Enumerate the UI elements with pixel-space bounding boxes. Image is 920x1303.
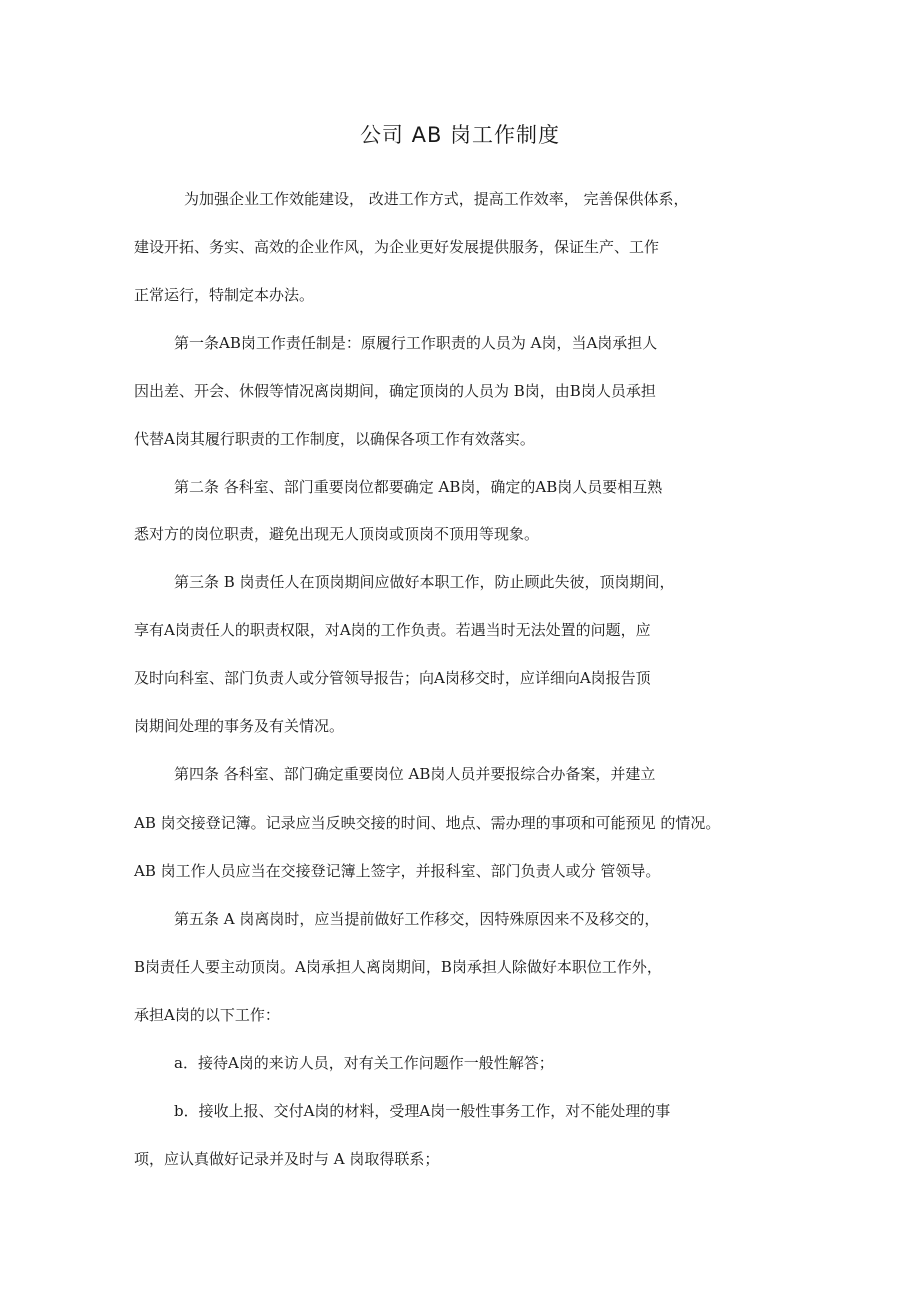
document-title: 公司 AB 岗工作制度	[359, 123, 561, 147]
text-line: 因出差、开会、休假等情况离岗期间，确定顶岗的人员为 B岗，由B岗人员承担	[134, 382, 656, 400]
text-line: a．接待A岗的来访人员，对有关工作问题作一般性解答；	[174, 1054, 554, 1072]
text-line: 第五条 A 岗离岗时，应当提前做好工作移交，因特殊原因来不及移交的，	[174, 910, 660, 928]
text-line: AB 岗交接登记簿。记录应当反映交接的时间、地点、需办理的事项和可能预见 的情况。	[134, 814, 721, 832]
text-line: 岗期间处理的事务及有关情况。	[134, 717, 345, 735]
text-line: 为加强企业工作效能建设， 改进工作方式，提高工作效率， 完善保供体系，	[184, 190, 689, 208]
text-line: B岗责任人要主动顶岗。A岗承担人离岗期间，B岗承担人除做好本职位工作外，	[134, 958, 662, 976]
text-line: 建设开拓、务实、高效的企业作风，为企业更好发展提供服务，保证生产、工作	[134, 238, 660, 256]
text-line: 及时向科室、部门负责人或分管领导报告；向A岗移交时，应详细向A岗报告顶	[134, 669, 651, 687]
text-line: 第四条 各科室、部门确定重要岗位 AB岗人员并要报综合办备案，并建立	[174, 765, 656, 783]
text-line: 悉对方的岗位职责，避免出现无人顶岗或顶岗不顶用等现象。	[134, 525, 540, 543]
text-line: 承担A岗的以下工作：	[134, 1006, 280, 1024]
text-line: AB 岗工作人员应当在交接登记簿上签字，并报科室、部门负责人或分 管领导。	[134, 862, 661, 880]
text-line: 项，应认真做好记录并及时与 A 岗取得联系；	[134, 1150, 440, 1168]
text-line: 正常运行，特制定本办法。	[134, 286, 315, 304]
text-line: 第二条 各科室、部门重要岗位都要确定 AB岗，确定的AB岗人员要相互熟	[174, 478, 663, 496]
text-line: b．接收上报、交付A岗的材料，受理A岗一般性事务工作，对不能处理的事	[174, 1102, 671, 1120]
text-line: 第一条AB岗工作责任制是：原履行工作职责的人员为 A岗，当A岗承担人	[174, 334, 658, 352]
text-line: 享有A岗责任人的职责权限，对A岗的工作负责。若遇当时无法处置的问题，应	[134, 621, 651, 639]
text-line: 第三条 B 岗责任人在顶岗期间应做好本职工作，防止顾此失彼，顶岗期间，	[174, 573, 675, 591]
text-line: 代替A岗其履行职责的工作制度，以确保各项工作有效落实。	[134, 430, 535, 448]
